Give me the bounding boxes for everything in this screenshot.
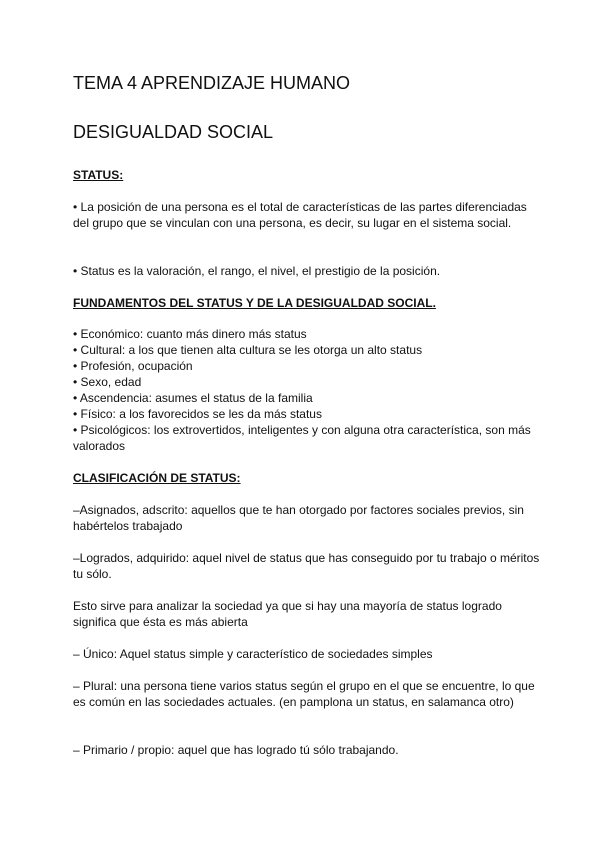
- status-paragraph: • La posición de una persona es el total de características de las partes diferenciadas del grupo que se vinculan con una persona, es decir, su lugar en el sistema social.: [73, 200, 527, 230]
- document-title: TEMA 4 APRENDIZAJE HUMANO: [73, 73, 351, 93]
- list-item: • Físico: a los favorecidos se les da más status: [73, 407, 322, 421]
- clasificacion-paragraph: –Asignados, adscrito: aquellos que te han otorgado por factores sociales previos, sin habértelos trabajado: [73, 503, 524, 533]
- fundamentos-list: [73, 326, 543, 454]
- clasificacion-paragraph: – Plural: una persona tiene varios status según el grupo en el que se encuentre, lo que es común en las sociedades actuales. (en pamplona un status, en salamanca otro): [73, 679, 535, 709]
- section-heading-clasificacion: CLASIFICACIÓN DE STATUS:: [73, 471, 241, 485]
- list-item: • Psicológicos: los extrovertidos, inteligentes y con alguna otra característica, son más valorados: [73, 423, 531, 453]
- document-subtitle: DESIGUALDAD SOCIAL: [73, 122, 274, 142]
- list-item: • Cultural: a los que tienen alta cultura se les otorga un alto status: [73, 343, 423, 357]
- clasificacion-paragraph: – Primario / propio: aquel que has logrado tú sólo trabajando.: [73, 743, 399, 757]
- list-item: • Sexo, edad: [73, 375, 142, 389]
- clasificacion-paragraph: –Logrados, adquirido: aquel nivel de status que has conseguido por tu trabajo o méritos tu sólo.: [73, 551, 540, 581]
- clasificacion-paragraph: Esto sirve para analizar la sociedad ya que si hay una mayoría de status logrado significa que ésta es más abierta: [73, 599, 502, 629]
- clasificacion-paragraph: – Único: Aquel status simple y característico de sociedades simples: [73, 647, 433, 661]
- section-heading-fundamentos: FUNDAMENTOS DEL STATUS Y DE LA DESIGUALDAD SOCIAL.: [73, 296, 436, 310]
- section-heading-status: STATUS:: [73, 168, 124, 182]
- list-item: • Económico: cuanto más dinero más status: [73, 327, 307, 341]
- list-item: • Profesión, ocupación: [73, 359, 193, 373]
- list-item: • Ascendencia: asumes el status de la familia: [73, 391, 313, 405]
- status-paragraph: • Status es la valoración, el rango, el nivel, el prestigio de la posición.: [73, 264, 441, 278]
